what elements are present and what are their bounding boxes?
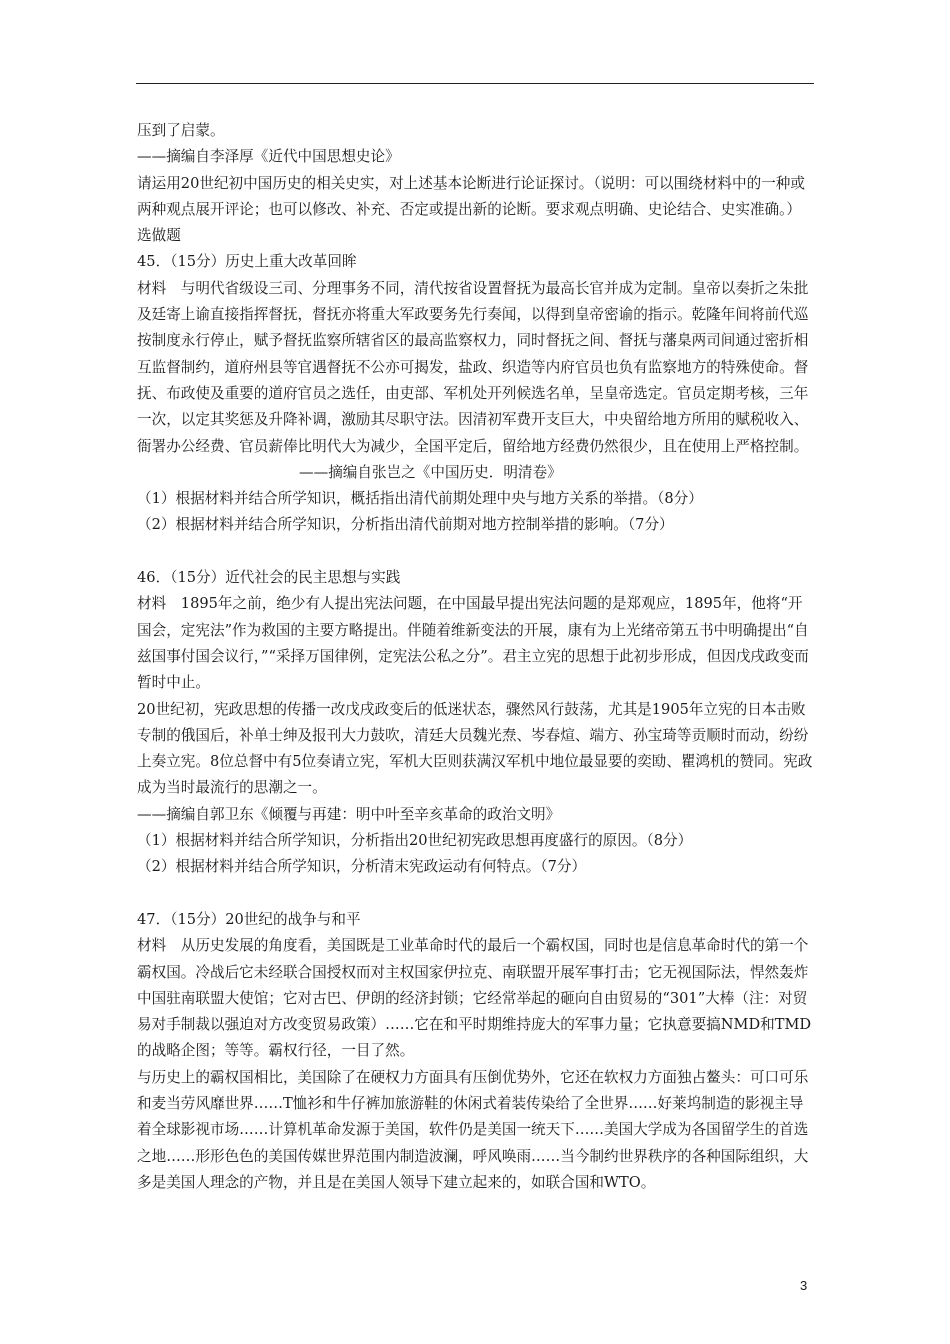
q45-title: 45．（15分）历史上重大改革回眸 bbox=[137, 253, 357, 271]
q47-material-2: 与历史上的霸权国相比，美国除了在硬权力方面具有压倒优势外，它还在软权力方面独占鳌头：可口可乐和麦当劳风靡世界……T恤衫和牛仔裤加旅游鞋的休闲式着装传染给了全世界……好莱坞制造的影视主导着全球影视市场……计算机革命发源于美国，软件仍是美国一统天下……美国大学成为各国留学生的首选之地……形形色色的美国传媒世界范围内制造波澜，呼风唤雨……当今制约世界秩序的各种国际组织，大多是美国人理念的产物，并且是在美国人领导下建立起来的，如联合国和WTO。 bbox=[137, 1068, 809, 1191]
header-rule bbox=[136, 83, 814, 84]
intro-text: 压到了启蒙。 bbox=[137, 122, 225, 139]
q46-material-2: 20世纪初，宪政思想的传播一改戊戌政变后的低迷状态，骤然风行鼓荡，尤其是1905年立宪的日本击败专制的俄国后，补单士绅及报刊大力鼓吹，清廷大员魏光焘、岑春煊、端方、孙宝琦等贡顺时而动，纷纷上奏立宪。8位总督中有5位奏请立宪，军机大臣则获满汉军机中地位最显要的奕劻、瞿鸿机的赞同。宪政成为当时最流行的思潮之一。 bbox=[137, 700, 813, 797]
q46-subquestion-2: （2）根据材料并结合所学知识，分析清末宪政运动有何特点。（7分） bbox=[137, 858, 587, 876]
intro-source: ——摘编自李泽厚《近代中国思想史论》 bbox=[137, 148, 400, 166]
page-number: 3 bbox=[800, 1278, 808, 1293]
q47-title: 47．（15分）20世纪的战争与和平 bbox=[137, 910, 361, 928]
q46-material-1: 材料 1895年之前，绝少有人提出宪法问题，在中国最早提出宪法问题的是郑观应，1895年，他将“开国会，定宪法”作为救国的主要方略提出。伴随着维新变法的开展，康有为上光绪帝第五书中明确提出“自兹国事付国会议行，”“采择万国律例，定宪法公私之分”。君主立宪的思想于此初步形成，但因戊戌政变而暂时中止。 bbox=[137, 595, 809, 692]
q45-subquestion-1: （1）根据材料并结合所学知识，概括指出清代前期处理中央与地方关系的举措。（8分） bbox=[137, 490, 703, 508]
spacer bbox=[137, 539, 817, 565]
q46-subquestion-1: （1）根据材料并结合所学知识，分析指出20世纪初宪政思想再度盛行的原因。（8分） bbox=[137, 832, 693, 850]
document-body bbox=[137, 118, 817, 1196]
q45-subquestion-2: （2）根据材料并结合所学知识，分析指出清代前期对地方控制举措的影响。（7分） bbox=[137, 516, 674, 534]
q46-source: ——摘编自郭卫东《倾覆与再建：明中叶至辛亥革命的政治文明》 bbox=[137, 805, 561, 823]
q45-source: ——摘编自张岂之《中国历史．明清卷》 bbox=[299, 463, 562, 481]
spacer bbox=[137, 881, 817, 907]
section-label: 选做题 bbox=[137, 227, 181, 245]
q47-material-1: 材料 从历史发展的角度看，美国既是工业革命时代的最后一个霸权国，同时也是信息革命时代的第一个霸权国。冷战后它未经联合国授权而对主权国家伊拉克、南联盟开展军事打击；它无视国际法，悍然轰炸中国驻南联盟大使馆；它对古巴、伊朗的经济封锁；它经常举起的砸向自由贸易的“301”大棒（注：对贸易对手制裁以强迫对方改变贸易政策）……它在和平时期维持庞大的军事力量；它执意要搞NMD和TMD的战略企图；等等。霸权行径，一目了然。 bbox=[137, 937, 812, 1060]
intro-prompt: 请运用20世纪初中国历史的相关史实，对上述基本论断进行论证探讨。（说明：可以围绕材料中的一种或两种观点展开评论；也可以修改、补充、否定或提出新的论断。要求观点明确、史论结合、史实准确。） bbox=[137, 174, 805, 218]
q45-material: 材料 与明代省级设三司、分理事务不同，清代按省设置督抚为最高长官并成为定制。皇帝以奏折之朱批及廷寄上谕直接指挥督抚，督抚亦将重大军政要务先行奏闻，以得到皇帝密谕的指示。乾隆年间将前代巡按制度永行停止，赋予督抚监察所辖省区的最高监察权力，同时督抚之间、督抚与藩臬两司间通过密折相互监督制约，道府州县等官遇督抚不公亦可揭发，盐政、织造等内府官员也负有监察地方的特殊使命。督抚、布政使及重要的道府官员之选任，由吏部、军机处开列候选名单，呈皇帝选定。官员定期考核，三年一次，以定其奖惩及升降补调，激励其尽职守法。因清初军费开支巨大，中央留给地方所用的赋税收入、衙署办公经费、官员薪俸比明代大为减少，全国平定后，留给地方经费仍然很少，且在使用上严格控制。 bbox=[137, 279, 809, 455]
q46-title: 46．（15分）近代社会的民主思想与实践 bbox=[137, 569, 401, 587]
